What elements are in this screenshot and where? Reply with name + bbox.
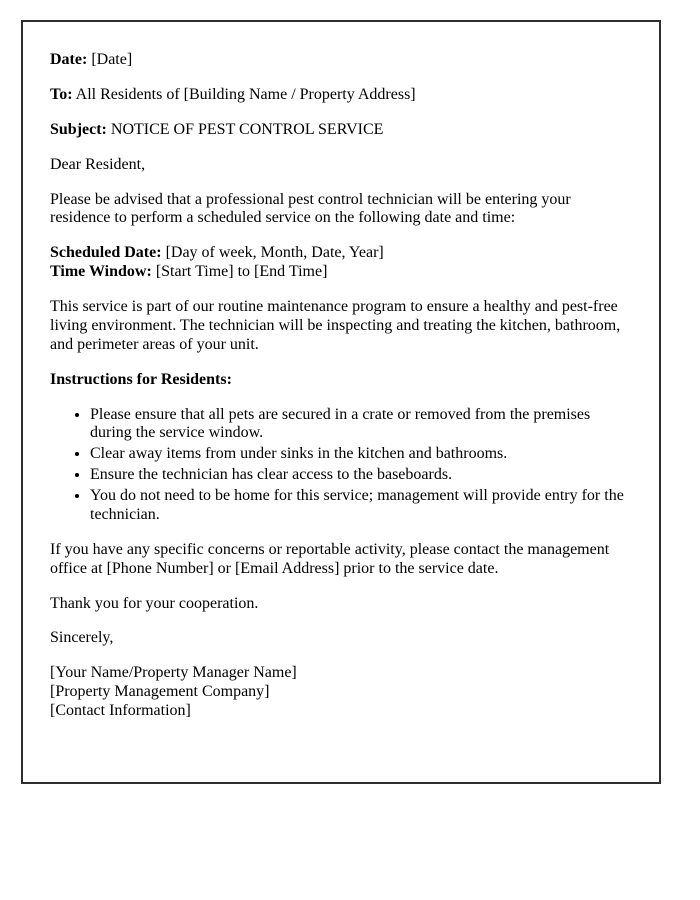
instruction-item: • You do not need to be home for this service; management will provide entry for the technician. [90, 487, 629, 525]
scheduled-date-label: Scheduled Date: [50, 244, 162, 262]
signature-name: [Your Name/Property Manager Name] [50, 664, 297, 682]
salutation: Dear Resident, [50, 155, 146, 173]
contact-note: If you have any specific concerns or reportable activity, please contact the management office at [Phone Number] or [Email Address] prior to the service date. [50, 540, 610, 577]
to-label: To: [50, 85, 73, 103]
subject-line [50, 121, 629, 140]
date-value: [Date] [91, 51, 133, 68]
to-value: All Residents of [Building Name / Property Address] [75, 85, 416, 103]
subject-label: Subject: [50, 120, 107, 138]
instructions-list [50, 406, 629, 525]
to-line [50, 86, 629, 105]
instruction-item: • Ensure the technician has clear access to the baseboards. [90, 466, 629, 485]
service-description: This service is part of our routine maintenance program to ensure a healthy and pest-free living environment. The technician will be inspecting and treating the kitchen, bathroom, and perimeter areas of your unit. [50, 298, 621, 353]
date-line [50, 51, 629, 70]
signature-company: [Property Management Company] [50, 683, 270, 701]
instructions-heading: Instructions for Residents: [50, 370, 232, 388]
closing-line: Sincerely, [50, 629, 114, 647]
scheduled-date-value: [Day of week, Month, Date, Year] [165, 244, 384, 262]
intro-paragraph: Please be advised that a professional pest control technician will be entering your residence to perform a scheduled service on the following date and time: [50, 190, 571, 227]
date-label: Date: [50, 51, 88, 68]
thanks-line: Thank you for your cooperation. [50, 594, 259, 612]
subject-value: NOTICE OF PEST CONTROL SERVICE [110, 120, 384, 138]
time-window-value: [Start Time] to [End Time] [155, 263, 328, 281]
time-window-label: Time Window: [50, 263, 152, 281]
signature-block [50, 664, 629, 721]
instruction-item: • Clear away items from under sinks in the kitchen and bathrooms. [90, 445, 629, 464]
instruction-item: • Please ensure that all pets are secured in a crate or removed from the premises during the service window. [90, 406, 629, 444]
letter-frame [21, 20, 661, 784]
signature-contact: [Contact Information] [50, 702, 191, 719]
schedule-block [50, 244, 629, 282]
